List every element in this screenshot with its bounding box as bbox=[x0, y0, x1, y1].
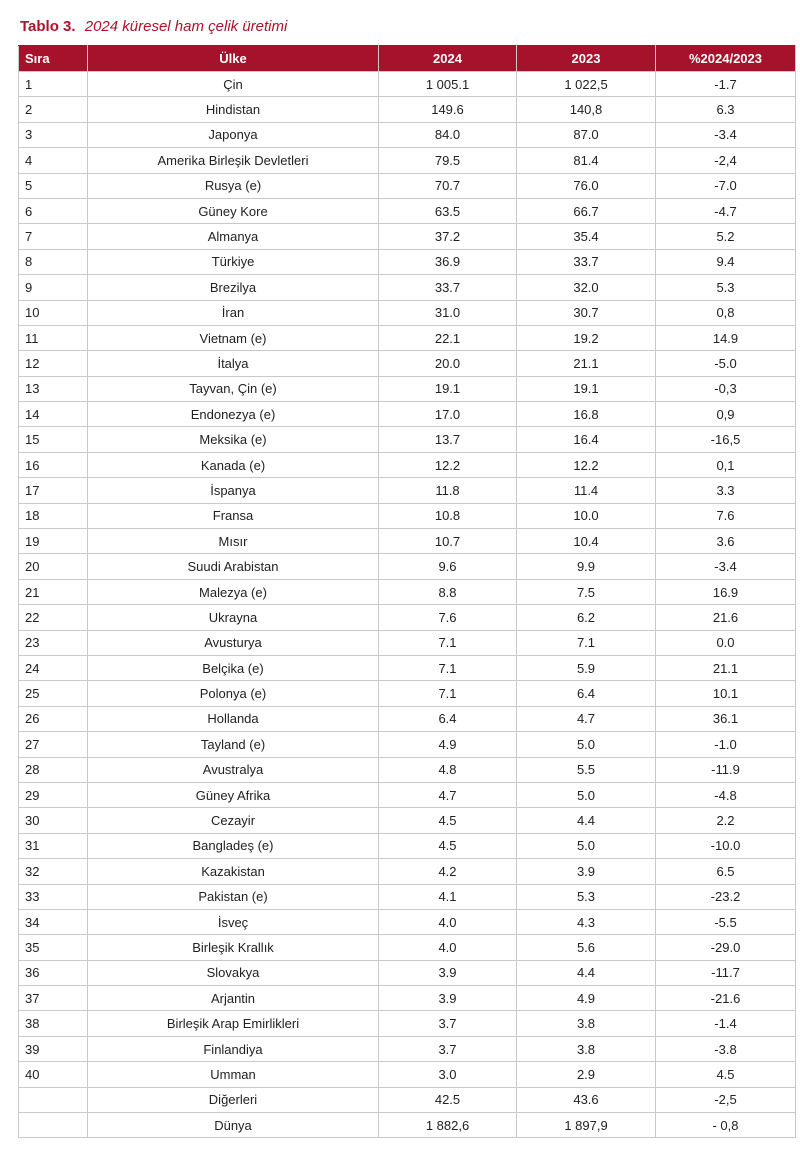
cell-2024: 1 005.1 bbox=[379, 72, 517, 97]
cell-country: İran bbox=[88, 300, 379, 325]
cell-country: Bangladeş (e) bbox=[88, 833, 379, 858]
cell-country: Mısır bbox=[88, 529, 379, 554]
cell-country: İtalya bbox=[88, 351, 379, 376]
cell-country: Meksika (e) bbox=[88, 427, 379, 452]
cell-country: Birleşik Krallık bbox=[88, 935, 379, 960]
header-row bbox=[19, 46, 796, 72]
cell-2024: 6.4 bbox=[379, 706, 517, 731]
cell-country: Umman bbox=[88, 1062, 379, 1087]
cell-rank: 15 bbox=[19, 427, 88, 452]
cell-country: Kanada (e) bbox=[88, 452, 379, 477]
table-row bbox=[19, 732, 796, 757]
cell-2024: 7.1 bbox=[379, 681, 517, 706]
table-row bbox=[19, 960, 796, 985]
cell-rank: 17 bbox=[19, 478, 88, 503]
cell-change: -2,5 bbox=[656, 1087, 796, 1112]
cell-country: Tayvan, Çin (e) bbox=[88, 376, 379, 401]
cell-rank: 36 bbox=[19, 960, 88, 985]
cell-2023: 7.5 bbox=[517, 579, 656, 604]
cell-rank: 28 bbox=[19, 757, 88, 782]
cell-rank: 39 bbox=[19, 1036, 88, 1061]
cell-country: Türkiye bbox=[88, 249, 379, 274]
cell-2024: 9.6 bbox=[379, 554, 517, 579]
cell-2023: 7.1 bbox=[517, 630, 656, 655]
cell-2023: 3.9 bbox=[517, 859, 656, 884]
cell-country: Almanya bbox=[88, 224, 379, 249]
cell-country: İspanya bbox=[88, 478, 379, 503]
cell-2023: 11.4 bbox=[517, 478, 656, 503]
cell-country: Çin bbox=[88, 72, 379, 97]
table-row bbox=[19, 782, 796, 807]
table-row bbox=[19, 605, 796, 630]
table-row bbox=[19, 1011, 796, 1036]
cell-rank: 14 bbox=[19, 402, 88, 427]
cell-country: Tayland (e) bbox=[88, 732, 379, 757]
cell-2023: 19.2 bbox=[517, 325, 656, 350]
table-row bbox=[19, 503, 796, 528]
cell-2024: 10.8 bbox=[379, 503, 517, 528]
cell-change: -1.4 bbox=[656, 1011, 796, 1036]
cell-country: Brezilya bbox=[88, 275, 379, 300]
table-row bbox=[19, 808, 796, 833]
cell-country: Malezya (e) bbox=[88, 579, 379, 604]
cell-change: 0,1 bbox=[656, 452, 796, 477]
cell-2024: 11.8 bbox=[379, 478, 517, 503]
cell-rank: 27 bbox=[19, 732, 88, 757]
cell-2024: 3.0 bbox=[379, 1062, 517, 1087]
cell-change: 6.5 bbox=[656, 859, 796, 884]
table-row bbox=[19, 224, 796, 249]
cell-rank: 31 bbox=[19, 833, 88, 858]
cell-2023: 16.4 bbox=[517, 427, 656, 452]
table-row bbox=[19, 148, 796, 173]
cell-country: Belçika (e) bbox=[88, 655, 379, 680]
table-row bbox=[19, 173, 796, 198]
cell-2024: 4.8 bbox=[379, 757, 517, 782]
header-rank: Sıra bbox=[19, 46, 88, 72]
cell-rank: 35 bbox=[19, 935, 88, 960]
cell-country: Güney Kore bbox=[88, 198, 379, 223]
cell-change: -1.0 bbox=[656, 732, 796, 757]
cell-country: Avustralya bbox=[88, 757, 379, 782]
cell-2024: 4.5 bbox=[379, 833, 517, 858]
cell-country: Birleşik Arap Emirlikleri bbox=[88, 1011, 379, 1036]
cell-country: Cezayir bbox=[88, 808, 379, 833]
cell-2024: 149.6 bbox=[379, 97, 517, 122]
cell-2023: 30.7 bbox=[517, 300, 656, 325]
table-row bbox=[19, 935, 796, 960]
cell-rank: 23 bbox=[19, 630, 88, 655]
table-row bbox=[19, 909, 796, 934]
cell-country: İsveç bbox=[88, 909, 379, 934]
cell-2023: 19.1 bbox=[517, 376, 656, 401]
cell-country: Endonezya (e) bbox=[88, 402, 379, 427]
table-row bbox=[19, 376, 796, 401]
table-row bbox=[19, 833, 796, 858]
cell-2024: 7.1 bbox=[379, 655, 517, 680]
cell-2023: 4.7 bbox=[517, 706, 656, 731]
cell-rank: 4 bbox=[19, 148, 88, 173]
cell-2023: 6.4 bbox=[517, 681, 656, 706]
cell-change: -7.0 bbox=[656, 173, 796, 198]
cell-rank: 13 bbox=[19, 376, 88, 401]
cell-rank: 22 bbox=[19, 605, 88, 630]
table-row bbox=[19, 529, 796, 554]
cell-change: -5.0 bbox=[656, 351, 796, 376]
cell-change: 5.3 bbox=[656, 275, 796, 300]
cell-2024: 3.7 bbox=[379, 1011, 517, 1036]
cell-2024: 4.2 bbox=[379, 859, 517, 884]
cell-rank: 3 bbox=[19, 122, 88, 147]
cell-change: -3.8 bbox=[656, 1036, 796, 1061]
cell-rank: 12 bbox=[19, 351, 88, 376]
cell-rank: 34 bbox=[19, 909, 88, 934]
cell-2023: 5.0 bbox=[517, 833, 656, 858]
table-row bbox=[19, 275, 796, 300]
cell-change: 3.3 bbox=[656, 478, 796, 503]
cell-rank: 7 bbox=[19, 224, 88, 249]
cell-rank: 32 bbox=[19, 859, 88, 884]
cell-change: -5.5 bbox=[656, 909, 796, 934]
cell-2024: 63.5 bbox=[379, 198, 517, 223]
cell-2024: 36.9 bbox=[379, 249, 517, 274]
cell-change: 9.4 bbox=[656, 249, 796, 274]
cell-2024: 42.5 bbox=[379, 1087, 517, 1112]
cell-country: Hindistan bbox=[88, 97, 379, 122]
steel-production-table bbox=[18, 45, 796, 1138]
cell-change: -23.2 bbox=[656, 884, 796, 909]
cell-country: Güney Afrika bbox=[88, 782, 379, 807]
cell-country: Finlandiya bbox=[88, 1036, 379, 1061]
cell-2023: 1 022,5 bbox=[517, 72, 656, 97]
cell-2024: 4.7 bbox=[379, 782, 517, 807]
cell-2024: 3.7 bbox=[379, 1036, 517, 1061]
cell-2023: 10.0 bbox=[517, 503, 656, 528]
cell-2023: 35.4 bbox=[517, 224, 656, 249]
cell-change: -10.0 bbox=[656, 833, 796, 858]
cell-rank: 33 bbox=[19, 884, 88, 909]
cell-2024: 7.1 bbox=[379, 630, 517, 655]
cell-country: Polonya (e) bbox=[88, 681, 379, 706]
cell-change: -4.7 bbox=[656, 198, 796, 223]
cell-country: Japonya bbox=[88, 122, 379, 147]
cell-2023: 6.2 bbox=[517, 605, 656, 630]
cell-2023: 2.9 bbox=[517, 1062, 656, 1087]
cell-change: -21.6 bbox=[656, 986, 796, 1011]
cell-country: Suudi Arabistan bbox=[88, 554, 379, 579]
table-row bbox=[19, 1036, 796, 1061]
cell-change: 16.9 bbox=[656, 579, 796, 604]
cell-country: Dünya bbox=[88, 1113, 379, 1138]
cell-2024: 8.8 bbox=[379, 579, 517, 604]
table-row bbox=[19, 554, 796, 579]
cell-2023: 43.6 bbox=[517, 1087, 656, 1112]
cell-country: Slovakya bbox=[88, 960, 379, 985]
cell-2024: 79.5 bbox=[379, 148, 517, 173]
cell-change: 0.0 bbox=[656, 630, 796, 655]
cell-country: Arjantin bbox=[88, 986, 379, 1011]
cell-2024: 4.0 bbox=[379, 909, 517, 934]
cell-rank bbox=[19, 1113, 88, 1138]
cell-change: -11.7 bbox=[656, 960, 796, 985]
cell-2023: 5.0 bbox=[517, 732, 656, 757]
table-row bbox=[19, 884, 796, 909]
cell-2023: 5.9 bbox=[517, 655, 656, 680]
table-row bbox=[19, 859, 796, 884]
cell-2023: 4.9 bbox=[517, 986, 656, 1011]
cell-country: Ukrayna bbox=[88, 605, 379, 630]
cell-2024: 70.7 bbox=[379, 173, 517, 198]
cell-2023: 4.4 bbox=[517, 960, 656, 985]
cell-country: Avusturya bbox=[88, 630, 379, 655]
table-row bbox=[19, 986, 796, 1011]
table-caption bbox=[20, 18, 287, 35]
header-country: Ülke bbox=[88, 46, 379, 72]
cell-rank: 1 bbox=[19, 72, 88, 97]
cell-2024: 3.9 bbox=[379, 986, 517, 1011]
cell-rank: 8 bbox=[19, 249, 88, 274]
table-row bbox=[19, 300, 796, 325]
cell-2024: 12.2 bbox=[379, 452, 517, 477]
cell-2024: 31.0 bbox=[379, 300, 517, 325]
cell-change: 3.6 bbox=[656, 529, 796, 554]
cell-change: -0,3 bbox=[656, 376, 796, 401]
cell-2023: 4.4 bbox=[517, 808, 656, 833]
cell-2023: 5.0 bbox=[517, 782, 656, 807]
cell-change: 10.1 bbox=[656, 681, 796, 706]
cell-2024: 4.9 bbox=[379, 732, 517, 757]
cell-2023: 1 897,9 bbox=[517, 1113, 656, 1138]
cell-rank: 40 bbox=[19, 1062, 88, 1087]
cell-change: -4.8 bbox=[656, 782, 796, 807]
cell-2023: 33.7 bbox=[517, 249, 656, 274]
table-row bbox=[19, 427, 796, 452]
table-row bbox=[19, 1062, 796, 1087]
cell-2024: 22.1 bbox=[379, 325, 517, 350]
table-title: 2024 küresel ham çelik üretimi bbox=[84, 18, 288, 35]
cell-2023: 5.6 bbox=[517, 935, 656, 960]
cell-rank: 29 bbox=[19, 782, 88, 807]
cell-2024: 20.0 bbox=[379, 351, 517, 376]
cell-change: -3.4 bbox=[656, 554, 796, 579]
cell-rank: 6 bbox=[19, 198, 88, 223]
cell-2023: 76.0 bbox=[517, 173, 656, 198]
cell-change: 0,8 bbox=[656, 300, 796, 325]
cell-2023: 32.0 bbox=[517, 275, 656, 300]
cell-rank: 9 bbox=[19, 275, 88, 300]
cell-2024: 19.1 bbox=[379, 376, 517, 401]
table-number: Tablo 3. bbox=[20, 18, 76, 35]
cell-rank: 2 bbox=[19, 97, 88, 122]
cell-2023: 5.3 bbox=[517, 884, 656, 909]
cell-change: 2.2 bbox=[656, 808, 796, 833]
cell-rank: 19 bbox=[19, 529, 88, 554]
cell-2024: 4.5 bbox=[379, 808, 517, 833]
cell-2023: 5.5 bbox=[517, 757, 656, 782]
cell-change: 5.2 bbox=[656, 224, 796, 249]
cell-change: -3.4 bbox=[656, 122, 796, 147]
cell-country: Diğerleri bbox=[88, 1087, 379, 1112]
cell-country: Vietnam (e) bbox=[88, 325, 379, 350]
cell-2024: 13.7 bbox=[379, 427, 517, 452]
cell-2023: 21.1 bbox=[517, 351, 656, 376]
table-row bbox=[19, 478, 796, 503]
cell-2023: 16.8 bbox=[517, 402, 656, 427]
cell-change: 14.9 bbox=[656, 325, 796, 350]
cell-2024: 4.0 bbox=[379, 935, 517, 960]
table-row bbox=[19, 681, 796, 706]
cell-change: -2,4 bbox=[656, 148, 796, 173]
cell-country: Rusya (e) bbox=[88, 173, 379, 198]
cell-rank: 21 bbox=[19, 579, 88, 604]
cell-2024: 3.9 bbox=[379, 960, 517, 985]
cell-rank: 30 bbox=[19, 808, 88, 833]
cell-change: -29.0 bbox=[656, 935, 796, 960]
cell-country: Pakistan (e) bbox=[88, 884, 379, 909]
cell-2024: 7.6 bbox=[379, 605, 517, 630]
table-row bbox=[19, 630, 796, 655]
header-2024: 2024 bbox=[379, 46, 517, 72]
table-body bbox=[19, 72, 796, 1138]
cell-2024: 37.2 bbox=[379, 224, 517, 249]
cell-rank: 18 bbox=[19, 503, 88, 528]
cell-rank bbox=[19, 1087, 88, 1112]
table-row bbox=[19, 72, 796, 97]
cell-change: 6.3 bbox=[656, 97, 796, 122]
cell-rank: 26 bbox=[19, 706, 88, 731]
table-row bbox=[19, 351, 796, 376]
cell-2023: 81.4 bbox=[517, 148, 656, 173]
table-row bbox=[19, 249, 796, 274]
cell-2024: 17.0 bbox=[379, 402, 517, 427]
table-row bbox=[19, 452, 796, 477]
cell-2024: 33.7 bbox=[379, 275, 517, 300]
header-2023: 2023 bbox=[517, 46, 656, 72]
table-row bbox=[19, 325, 796, 350]
cell-rank: 16 bbox=[19, 452, 88, 477]
cell-2023: 9.9 bbox=[517, 554, 656, 579]
cell-change: -1.7 bbox=[656, 72, 796, 97]
cell-rank: 20 bbox=[19, 554, 88, 579]
cell-2023: 87.0 bbox=[517, 122, 656, 147]
cell-change: 36.1 bbox=[656, 706, 796, 731]
cell-2024: 84.0 bbox=[379, 122, 517, 147]
cell-2023: 66.7 bbox=[517, 198, 656, 223]
table-row bbox=[19, 122, 796, 147]
table-row bbox=[19, 97, 796, 122]
cell-2024: 4.1 bbox=[379, 884, 517, 909]
cell-2024: 1 882,6 bbox=[379, 1113, 517, 1138]
table-row bbox=[19, 706, 796, 731]
cell-change: -11.9 bbox=[656, 757, 796, 782]
cell-change: 0,9 bbox=[656, 402, 796, 427]
cell-2023: 4.3 bbox=[517, 909, 656, 934]
table-row bbox=[19, 198, 796, 223]
cell-change: 21.1 bbox=[656, 655, 796, 680]
cell-change: 21.6 bbox=[656, 605, 796, 630]
cell-rank: 11 bbox=[19, 325, 88, 350]
table-row bbox=[19, 655, 796, 680]
table-row bbox=[19, 402, 796, 427]
cell-rank: 5 bbox=[19, 173, 88, 198]
cell-2023: 3.8 bbox=[517, 1036, 656, 1061]
table-row bbox=[19, 1113, 796, 1138]
cell-2023: 10.4 bbox=[517, 529, 656, 554]
cell-2023: 3.8 bbox=[517, 1011, 656, 1036]
cell-rank: 38 bbox=[19, 1011, 88, 1036]
cell-country: Fransa bbox=[88, 503, 379, 528]
header-change: %2024/2023 bbox=[656, 46, 796, 72]
cell-change: - 0,8 bbox=[656, 1113, 796, 1138]
cell-rank: 24 bbox=[19, 655, 88, 680]
cell-country: Hollanda bbox=[88, 706, 379, 731]
cell-change: 4.5 bbox=[656, 1062, 796, 1087]
table-row bbox=[19, 579, 796, 604]
table-row bbox=[19, 1087, 796, 1112]
cell-2023: 140,8 bbox=[517, 97, 656, 122]
cell-country: Kazakistan bbox=[88, 859, 379, 884]
table-row bbox=[19, 757, 796, 782]
cell-change: -16,5 bbox=[656, 427, 796, 452]
cell-rank: 25 bbox=[19, 681, 88, 706]
cell-2023: 12.2 bbox=[517, 452, 656, 477]
cell-rank: 37 bbox=[19, 986, 88, 1011]
cell-change: 7.6 bbox=[656, 503, 796, 528]
cell-2024: 10.7 bbox=[379, 529, 517, 554]
cell-country: Amerika Birleşik Devletleri bbox=[88, 148, 379, 173]
cell-rank: 10 bbox=[19, 300, 88, 325]
